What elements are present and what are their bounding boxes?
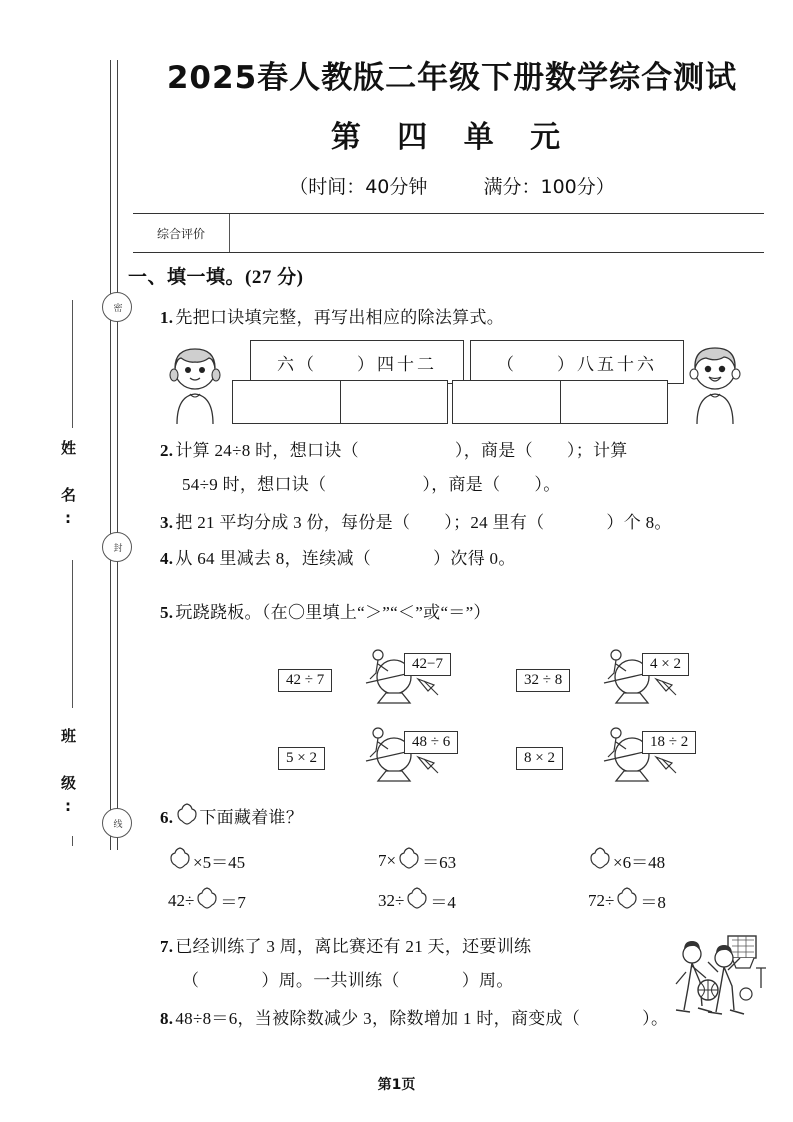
evaluation-blank-cell[interactable] [230,214,764,252]
margin-divider-1 [72,300,73,428]
q6-item-5[interactable] [378,886,456,915]
seesaw-4-right-expression: 18 ÷ 2 [642,731,696,754]
seesaw-row-2 [150,723,790,785]
question-7-line-1 [160,934,531,960]
q6-item-6-prefix: 72÷ [588,890,615,910]
answer-box-1b[interactable] [341,380,449,424]
q6-item-5-prefix: 32÷ [378,890,405,910]
seesaw-row-1 [150,645,790,707]
seal-rule-inner [117,60,118,850]
seesaw-1 [278,645,508,705]
seesaw-1-left-expression: 42 ÷ 7 [278,669,332,692]
question-1-group-1 [232,340,464,424]
question-2-line-2 [182,472,561,498]
flower-icon [588,846,612,875]
flower-icon [397,846,421,875]
flower-icon [405,886,429,915]
q6-item-1-expression: ×5＝45 [193,853,246,872]
q7-text-a: 已经训练了 3 周，离比赛还有 21 天，还要训练 [175,937,532,956]
q8-text-b: ）。 [642,1009,669,1028]
evaluation-label: 综合评价 [133,214,230,252]
q3-text-a: 把 21 平均分成 3 份，每份是（ [175,513,411,532]
seal-mark-1: 密 [102,292,132,322]
question-5-number: 5. [160,603,174,622]
seal-mark-2: 封 [102,532,132,562]
q6-item-6-expression: ＝8 [640,893,666,912]
q8-text-a: 48÷8＝6，当被除数减少 3，除数增加 1 时，商变成（ [175,1009,581,1028]
question-2-line-1 [160,438,628,464]
q4-text-b: ）次得 0。 [433,549,516,568]
answer-box-2b[interactable] [561,380,669,424]
q6-item-4[interactable] [168,886,246,915]
question-1-text [160,305,504,331]
q6-item-3[interactable] [588,846,665,875]
q4-text-a: 从 64 里减去 8，连续减（ [175,549,372,568]
margin-divider-3 [72,836,73,846]
q2-text-e: ），商是（ [422,475,501,494]
q7-text-d: ）周。 [461,971,514,990]
question-3 [160,510,672,536]
question-6-text [160,802,303,834]
evaluation-table [133,213,764,253]
q3-text-c: ）个 8。 [606,513,672,532]
seesaw-2-left-expression: 32 ÷ 8 [516,669,570,692]
exam-info [142,172,762,199]
section-heading: 一、填一填。(27 分) [128,267,304,288]
q6-item-1[interactable] [168,846,245,875]
name-field-label: 姓 名: [59,440,77,534]
q2-text-c: ）；计算 [566,441,628,460]
q2-text-d: 54÷9 时，想口诀（ [182,475,327,494]
seesaw-4 [516,723,746,783]
basketball-scene-illustration [662,932,768,1028]
question-1-number: 1. [160,308,174,327]
question-4 [160,546,516,572]
q2-text-b: ），商是（ [454,441,533,460]
seal-mark-3: 线 [102,808,132,838]
question-8-number: 8. [160,1009,174,1028]
answer-boxes-2 [452,380,668,424]
boy-illustration [684,344,746,424]
rhyme-box-2[interactable]: （ ）八五十六 [470,340,684,384]
class-field-label: 班 级: [59,728,77,822]
seesaw-2 [516,645,746,705]
girl-illustration [164,344,226,424]
flower-icon [168,846,192,875]
question-6-row-2 [168,886,768,920]
page-number: 第1页 [377,1077,416,1093]
q6-item-2[interactable] [378,846,456,875]
seesaw-2-right-expression: 4 × 2 [642,653,689,676]
seal-line [104,60,128,850]
seesaw-1-right-expression: 42−7 [404,653,451,676]
question-5-text [160,600,491,626]
seesaw-3-right-expression: 48 ÷ 6 [404,731,458,754]
question-8 [160,1006,668,1032]
question-2-number: 2. [160,441,174,460]
margin-divider-2 [72,560,73,708]
question-1-figure [160,340,760,428]
q7-text-b: （ [182,971,200,990]
question-7-number: 7. [160,937,174,956]
question-6-number: 6. [160,808,174,827]
question-6-body: 下面藏着谁？ [199,808,304,827]
q2-text-f: ）。 [534,475,561,494]
q6-item-2-prefix: 7× [378,850,397,870]
q6-item-5-expression: ＝4 [430,893,456,912]
q2-text-a: 计算 24÷8 时，想口诀（ [175,441,359,460]
seesaw-4-left-expression: 8 × 2 [516,747,563,770]
q6-item-4-expression: ＝7 [220,893,246,912]
q6-item-3-expression: ×6＝48 [613,853,666,872]
time-label: （时间：40分钟 [289,176,428,198]
flower-icon [195,886,219,915]
q3-text-b: ）；24 里有（ [444,513,545,532]
question-4-number: 4. [160,549,174,568]
question-3-number: 3. [160,513,174,532]
page-title: 2025春人教版二年级下册数学综合测试 [166,60,738,96]
question-1-body: 先把口诀填完整，再写出相应的除法算式。 [175,308,505,327]
question-7-line-2 [182,968,514,994]
q5-body: 玩跷跷板。（在〇里填上“＞”“＜”或“＝”） [175,603,491,622]
question-6-row-1 [168,846,768,880]
flower-icon [175,802,199,834]
seesaw-3 [278,723,508,783]
seal-rule-outer [110,60,111,850]
unit-title: 第 四 单 元 [330,120,574,155]
flower-icon [615,886,639,915]
seesaw-3-left-expression: 5 × 2 [278,747,325,770]
score-label: 满分：100分） [483,176,615,198]
question-1-group-2 [452,340,684,424]
q7-text-c: ）周。一共训练（ [261,971,400,990]
q6-item-2-expression: ＝63 [422,853,457,872]
q6-item-6[interactable] [588,886,666,915]
rhyme-box-1[interactable]: 六（ ）四十二 [250,340,464,384]
q6-item-4-prefix: 42÷ [168,890,195,910]
answer-box-1a[interactable] [232,380,341,424]
answer-boxes-1 [232,380,448,424]
answer-box-2a[interactable] [452,380,561,424]
